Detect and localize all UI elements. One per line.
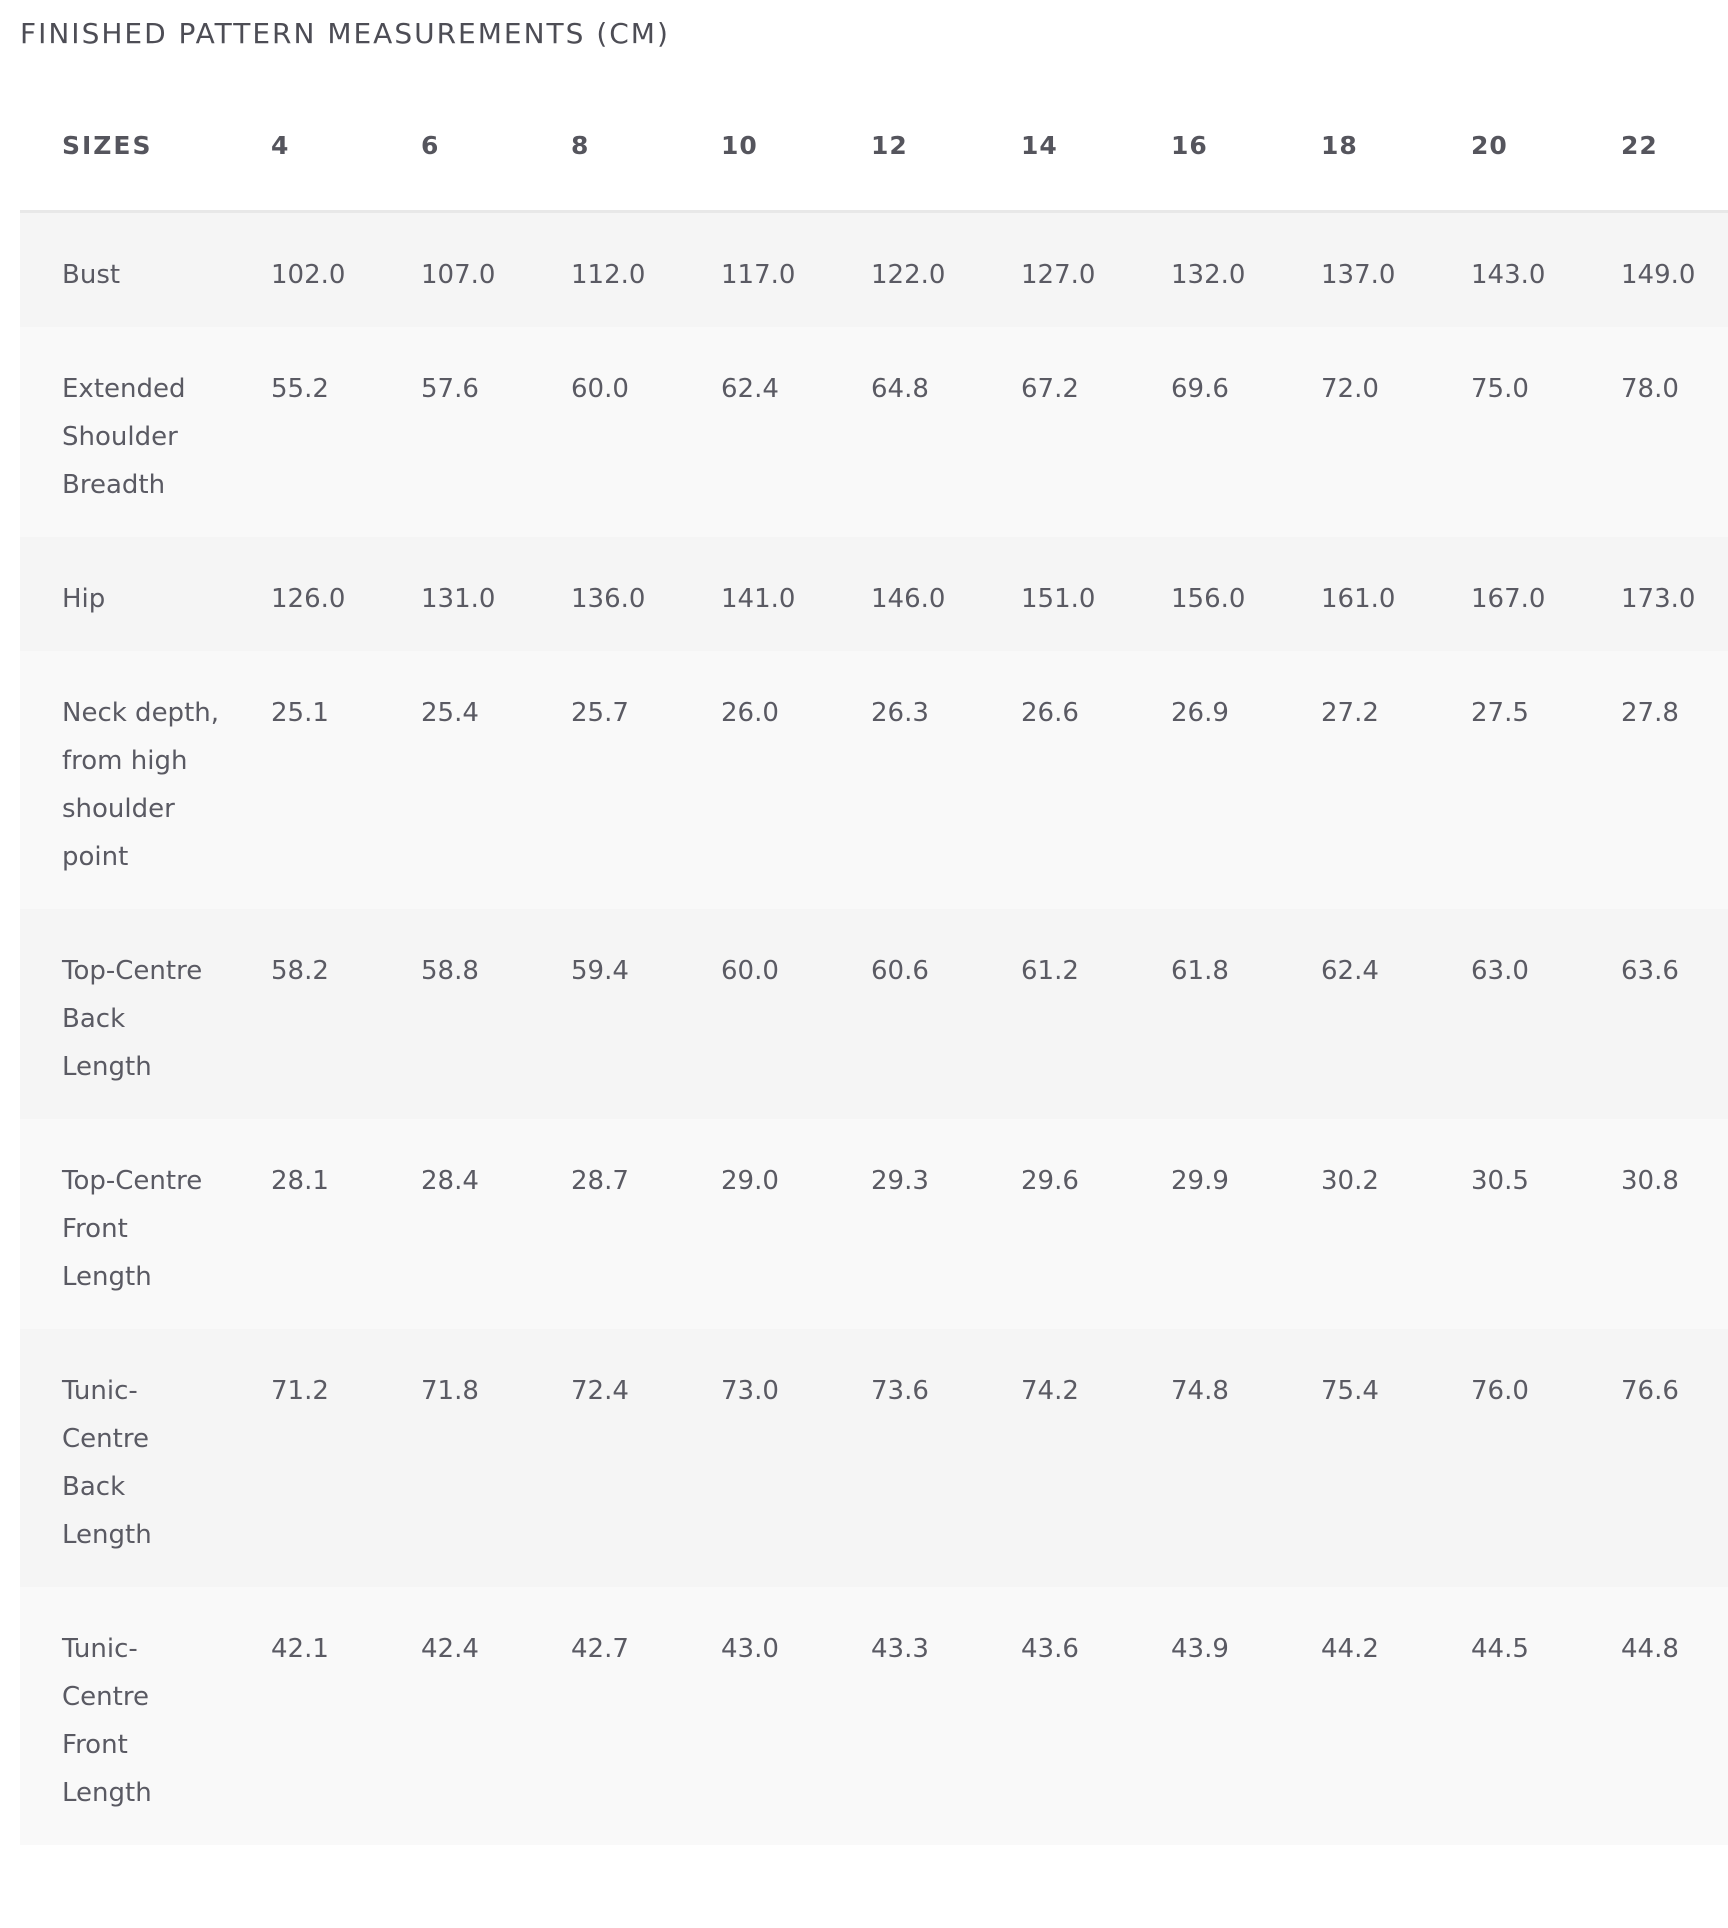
table-row	[20, 909, 1728, 1119]
table-cell: 146.0	[829, 537, 979, 651]
table-cell: 44.8	[1579, 1587, 1728, 1845]
table-cell: 71.8	[379, 1329, 529, 1587]
table-cell: 55.2	[229, 327, 379, 537]
table-cell: 28.7	[529, 1119, 679, 1329]
row-label: Tunic-Centre Back Length	[20, 1329, 229, 1587]
table-cell: 61.8	[1129, 909, 1279, 1119]
table-row	[20, 537, 1728, 651]
table-cell: 141.0	[679, 537, 829, 651]
header-size: 22	[1579, 80, 1728, 212]
row-label: Top-Centre Front Length	[20, 1119, 229, 1329]
table-cell: 78.0	[1579, 327, 1728, 537]
table-cell: 30.8	[1579, 1119, 1728, 1329]
header-size: 6	[379, 80, 529, 212]
table-cell: 75.0	[1429, 327, 1579, 537]
table-cell: 58.2	[229, 909, 379, 1119]
header-size: 10	[679, 80, 829, 212]
table-cell: 117.0	[679, 212, 829, 328]
measurements-table	[20, 80, 1728, 1845]
header-size: 16	[1129, 80, 1279, 212]
table-header	[20, 80, 1728, 212]
table-cell: 42.7	[529, 1587, 679, 1845]
table-cell: 71.2	[229, 1329, 379, 1587]
table-cell: 173.0	[1579, 537, 1728, 651]
table-row	[20, 212, 1728, 328]
table-cell: 161.0	[1279, 537, 1429, 651]
table-cell: 25.7	[529, 651, 679, 909]
table-cell: 25.1	[229, 651, 379, 909]
table-cell: 29.0	[679, 1119, 829, 1329]
table-cell: 62.4	[679, 327, 829, 537]
table-cell: 28.4	[379, 1119, 529, 1329]
table-cell: 26.9	[1129, 651, 1279, 909]
table-row	[20, 1119, 1728, 1329]
table-cell: 73.0	[679, 1329, 829, 1587]
table-cell: 64.8	[829, 327, 979, 537]
table-cell: 136.0	[529, 537, 679, 651]
table-cell: 27.2	[1279, 651, 1429, 909]
table-cell: 126.0	[229, 537, 379, 651]
row-label: Tunic-Centre Front Length	[20, 1587, 229, 1845]
table-cell: 67.2	[979, 327, 1129, 537]
header-size: 4	[229, 80, 379, 212]
table-body	[20, 212, 1728, 1846]
table-cell: 42.4	[379, 1587, 529, 1845]
header-row	[20, 80, 1728, 212]
table-row	[20, 651, 1728, 909]
table-cell: 76.6	[1579, 1329, 1728, 1587]
table-cell: 72.0	[1279, 327, 1429, 537]
header-size: 18	[1279, 80, 1429, 212]
row-label: Hip	[20, 537, 229, 651]
table-cell: 30.2	[1279, 1119, 1429, 1329]
table-cell: 26.6	[979, 651, 1129, 909]
row-label: Extended Shoulder Breadth	[20, 327, 229, 537]
table-cell: 151.0	[979, 537, 1129, 651]
header-sizes-label: SIZES	[20, 80, 229, 212]
table-cell: 26.0	[679, 651, 829, 909]
table-cell: 43.9	[1129, 1587, 1279, 1845]
table-cell: 131.0	[379, 537, 529, 651]
table-cell: 156.0	[1129, 537, 1279, 651]
table-cell: 43.3	[829, 1587, 979, 1845]
table-cell: 72.4	[529, 1329, 679, 1587]
table-cell: 107.0	[379, 212, 529, 328]
table-cell: 102.0	[229, 212, 379, 328]
table-cell: 74.2	[979, 1329, 1129, 1587]
table-cell: 63.0	[1429, 909, 1579, 1119]
table-cell: 28.1	[229, 1119, 379, 1329]
table-row	[20, 1329, 1728, 1587]
table-cell: 29.9	[1129, 1119, 1279, 1329]
table-cell: 42.1	[229, 1587, 379, 1845]
table-cell: 27.8	[1579, 651, 1728, 909]
table-cell: 44.2	[1279, 1587, 1429, 1845]
table-cell: 61.2	[979, 909, 1129, 1119]
table-cell: 27.5	[1429, 651, 1579, 909]
table-cell: 58.8	[379, 909, 529, 1119]
table-cell: 43.0	[679, 1587, 829, 1845]
table-cell: 60.0	[679, 909, 829, 1119]
table-cell: 122.0	[829, 212, 979, 328]
table-row	[20, 1587, 1728, 1845]
table-cell: 63.6	[1579, 909, 1728, 1119]
table-cell: 44.5	[1429, 1587, 1579, 1845]
table-cell: 29.3	[829, 1119, 979, 1329]
table-cell: 60.6	[829, 909, 979, 1119]
table-cell: 30.5	[1429, 1119, 1579, 1329]
table-cell: 143.0	[1429, 212, 1579, 328]
table-cell: 57.6	[379, 327, 529, 537]
table-cell: 25.4	[379, 651, 529, 909]
header-size: 12	[829, 80, 979, 212]
table-cell: 29.6	[979, 1119, 1129, 1329]
header-size: 14	[979, 80, 1129, 212]
table-row	[20, 327, 1728, 537]
header-size: 8	[529, 80, 679, 212]
table-cell: 76.0	[1429, 1329, 1579, 1587]
header-size: 20	[1429, 80, 1579, 212]
table-cell: 167.0	[1429, 537, 1579, 651]
table-cell: 60.0	[529, 327, 679, 537]
row-label: Top-Centre Back Length	[20, 909, 229, 1119]
table-cell: 69.6	[1129, 327, 1279, 537]
table-cell: 149.0	[1579, 212, 1728, 328]
row-label: Bust	[20, 212, 229, 328]
table-cell: 137.0	[1279, 212, 1429, 328]
table-cell: 132.0	[1129, 212, 1279, 328]
table-cell: 59.4	[529, 909, 679, 1119]
table-cell: 73.6	[829, 1329, 979, 1587]
table-cell: 74.8	[1129, 1329, 1279, 1587]
page-title: FINISHED PATTERN MEASUREMENTS (CM)	[20, 17, 670, 50]
table-cell: 112.0	[529, 212, 679, 328]
table-cell: 62.4	[1279, 909, 1429, 1119]
row-label: Neck depth, from high shoulder point	[20, 651, 229, 909]
table-cell: 26.3	[829, 651, 979, 909]
table-cell: 43.6	[979, 1587, 1129, 1845]
table-cell: 75.4	[1279, 1329, 1429, 1587]
table-cell: 127.0	[979, 212, 1129, 328]
